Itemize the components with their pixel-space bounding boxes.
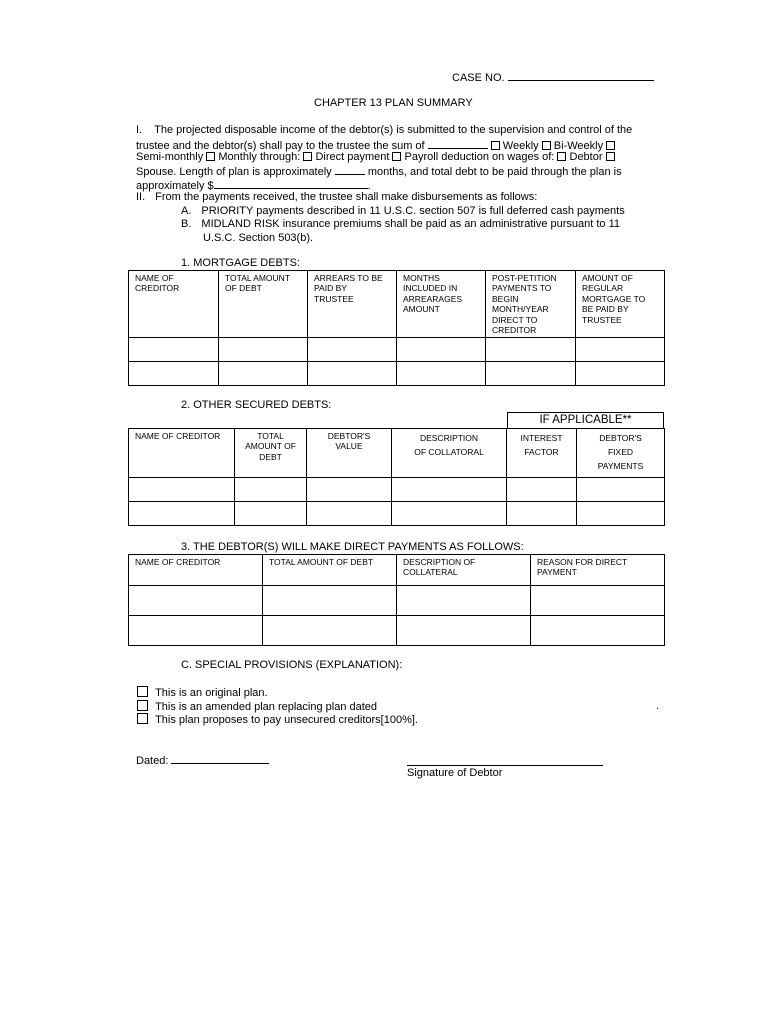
table-cell[interactable] [577, 502, 665, 526]
direct-col-collateral: DESCRIPTION OF COLLATERAL [397, 555, 531, 586]
direct-heading: 3. THE DEBTOR(S) WILL MAKE DIRECT PAYMENTS AS FOLLOWS: [181, 541, 524, 553]
table-cell[interactable] [577, 478, 665, 502]
mortgage-col-regular: AMOUNT OF REGULAR MORTGAGE TO BE PAID BY TRUSTEE [576, 271, 665, 338]
table-cell[interactable] [576, 362, 665, 386]
payment-sum-field[interactable] [428, 138, 488, 149]
secured-col-value: DEBTOR'S VALUE [307, 429, 392, 478]
dated-line: Dated: [136, 753, 269, 767]
section-ii-a: A. PRIORITY payments described in 11 U.S.C. section 507 is full deferred cash payments [181, 205, 625, 217]
unsecured-plan-option: This plan proposes to pay unsecured creditors[100%]. [137, 713, 418, 726]
document-title: CHAPTER 13 PLAN SUMMARY [314, 97, 473, 109]
direct-col-creditor: NAME OF CREDITOR [129, 555, 263, 586]
table-cell[interactable] [397, 586, 531, 616]
direct-table [128, 554, 665, 646]
unsecured-plan-checkbox[interactable] [137, 713, 148, 724]
biweekly-checkbox[interactable] [542, 141, 551, 150]
weekly-checkbox[interactable] [491, 141, 500, 150]
table-row [129, 586, 665, 616]
table-cell[interactable] [397, 616, 531, 646]
section-ii-intro: II. From the payments received, the trustee shall make disbursements as follows: [136, 191, 538, 203]
table-cell[interactable] [235, 478, 307, 502]
section-i-line4: Spouse. Length of plan is approximately months, and total debt to be paid through the plan is [136, 166, 622, 178]
table-cell[interactable] [308, 362, 397, 386]
table-cell[interactable] [219, 338, 308, 362]
monthly-checkbox[interactable] [303, 152, 312, 161]
plan-length-field[interactable] [335, 164, 365, 175]
section-i-line1: I. The projected disposable income of the debtor(s) is submitted to the supervision and control of the [136, 124, 633, 136]
table-cell[interactable] [392, 478, 507, 502]
table-cell[interactable] [129, 478, 235, 502]
table-cell[interactable] [397, 338, 486, 362]
case-number-field[interactable] [508, 70, 654, 81]
table-row [129, 478, 665, 502]
amended-plan-checkbox[interactable] [137, 700, 148, 711]
semimonthly-checkbox[interactable] [206, 152, 215, 161]
secured-col-total: TOTAL AMOUNT OF DEBT [235, 429, 307, 478]
mortgage-table [128, 270, 665, 386]
secured-heading: 2. OTHER SECURED DEBTS: [181, 399, 332, 411]
table-cell[interactable] [307, 502, 392, 526]
table-cell[interactable] [308, 338, 397, 362]
table-cell[interactable] [397, 362, 486, 386]
mortgage-heading: 1. MORTGAGE DEBTS: [181, 257, 300, 269]
direct-col-total: TOTAL AMOUNT OF DEBT [263, 555, 397, 586]
table-row [129, 338, 665, 362]
table-cell[interactable] [129, 616, 263, 646]
table-cell[interactable] [129, 338, 219, 362]
table-cell[interactable] [507, 478, 577, 502]
section-i-line2: trustee and the debtor(s) shall pay to the trustee the sum of Weekly Bi-Weekly [136, 138, 615, 152]
table-cell[interactable] [129, 362, 219, 386]
mortgage-header-row [129, 271, 665, 338]
direct-payment-checkbox[interactable] [392, 152, 401, 161]
secured-col-creditor: NAME OF CREDITOR [129, 429, 235, 478]
table-cell[interactable] [531, 616, 665, 646]
table-row [129, 362, 665, 386]
section-ii-b-cont: U.S.C. Section 503(b). [203, 232, 314, 244]
original-plan-option: This is an original plan. [137, 686, 268, 699]
table-cell[interactable] [263, 586, 397, 616]
section-ii-b: B. MIDLAND RISK insurance premiums shall be paid as an administrative pursuant to 11 [181, 218, 621, 230]
original-plan-checkbox[interactable] [137, 686, 148, 697]
table-cell[interactable] [392, 502, 507, 526]
amended-plan-option: This is an amended plan replacing plan dated [137, 700, 377, 713]
secured-col-payments: DEBTOR'S FIXED PAYMENTS [577, 429, 665, 478]
direct-col-reason: REASON FOR DIRECT PAYMENT [531, 555, 665, 586]
table-row [129, 616, 665, 646]
signature-line[interactable] [407, 765, 603, 766]
dated-field[interactable] [171, 753, 269, 764]
if-applicable-label: IF APPLICABLE** [507, 412, 664, 428]
mortgage-col-postpetition: POST-PETITION PAYMENTS TO BEGIN MONTH/YEAR DIRECT TO CREDITOR [486, 271, 576, 338]
secured-table [128, 428, 665, 526]
biweekly-extra-checkbox[interactable] [606, 141, 615, 150]
table-cell[interactable] [129, 502, 235, 526]
signature-label: Signature of Debtor [407, 767, 503, 779]
amended-plan-period: . [656, 700, 660, 712]
mortgage-col-months: MONTHS INCLUDED IN ARREARAGES AMOUNT [397, 271, 486, 338]
direct-header-row [129, 555, 665, 586]
case-number-line [452, 70, 654, 84]
secured-header-row [129, 429, 665, 478]
table-cell[interactable] [263, 616, 397, 646]
special-provisions-heading: C. SPECIAL PROVISIONS (EXPLANATION): [181, 659, 403, 671]
mortgage-col-creditor: NAME OF CREDITOR [129, 271, 219, 338]
section-i-line5: approximately $ . [136, 180, 371, 192]
secured-col-description: DESCRIPTION OF COLLATORAL [392, 429, 507, 478]
table-cell[interactable] [129, 586, 263, 616]
table-cell[interactable] [307, 478, 392, 502]
table-cell[interactable] [486, 338, 576, 362]
table-cell[interactable] [235, 502, 307, 526]
secured-col-interest: INTEREST FACTOR [507, 429, 577, 478]
table-cell[interactable] [576, 338, 665, 362]
section-i-line3: Semi-monthly Monthly through: Direct payment Payroll deduction on wages of: Debtor [136, 151, 615, 163]
table-row [129, 502, 665, 526]
table-cell[interactable] [219, 362, 308, 386]
debtor-checkbox[interactable] [606, 152, 615, 161]
case-number-label: CASE NO. [452, 72, 505, 84]
mortgage-col-total: TOTAL AMOUNT OF DEBT [219, 271, 308, 338]
table-cell[interactable] [531, 586, 665, 616]
mortgage-col-arrears: ARREARS TO BE PAID BY TRUSTEE [308, 271, 397, 338]
table-cell[interactable] [486, 362, 576, 386]
total-debt-field[interactable] [214, 178, 368, 189]
table-cell[interactable] [507, 502, 577, 526]
payroll-checkbox[interactable] [557, 152, 566, 161]
